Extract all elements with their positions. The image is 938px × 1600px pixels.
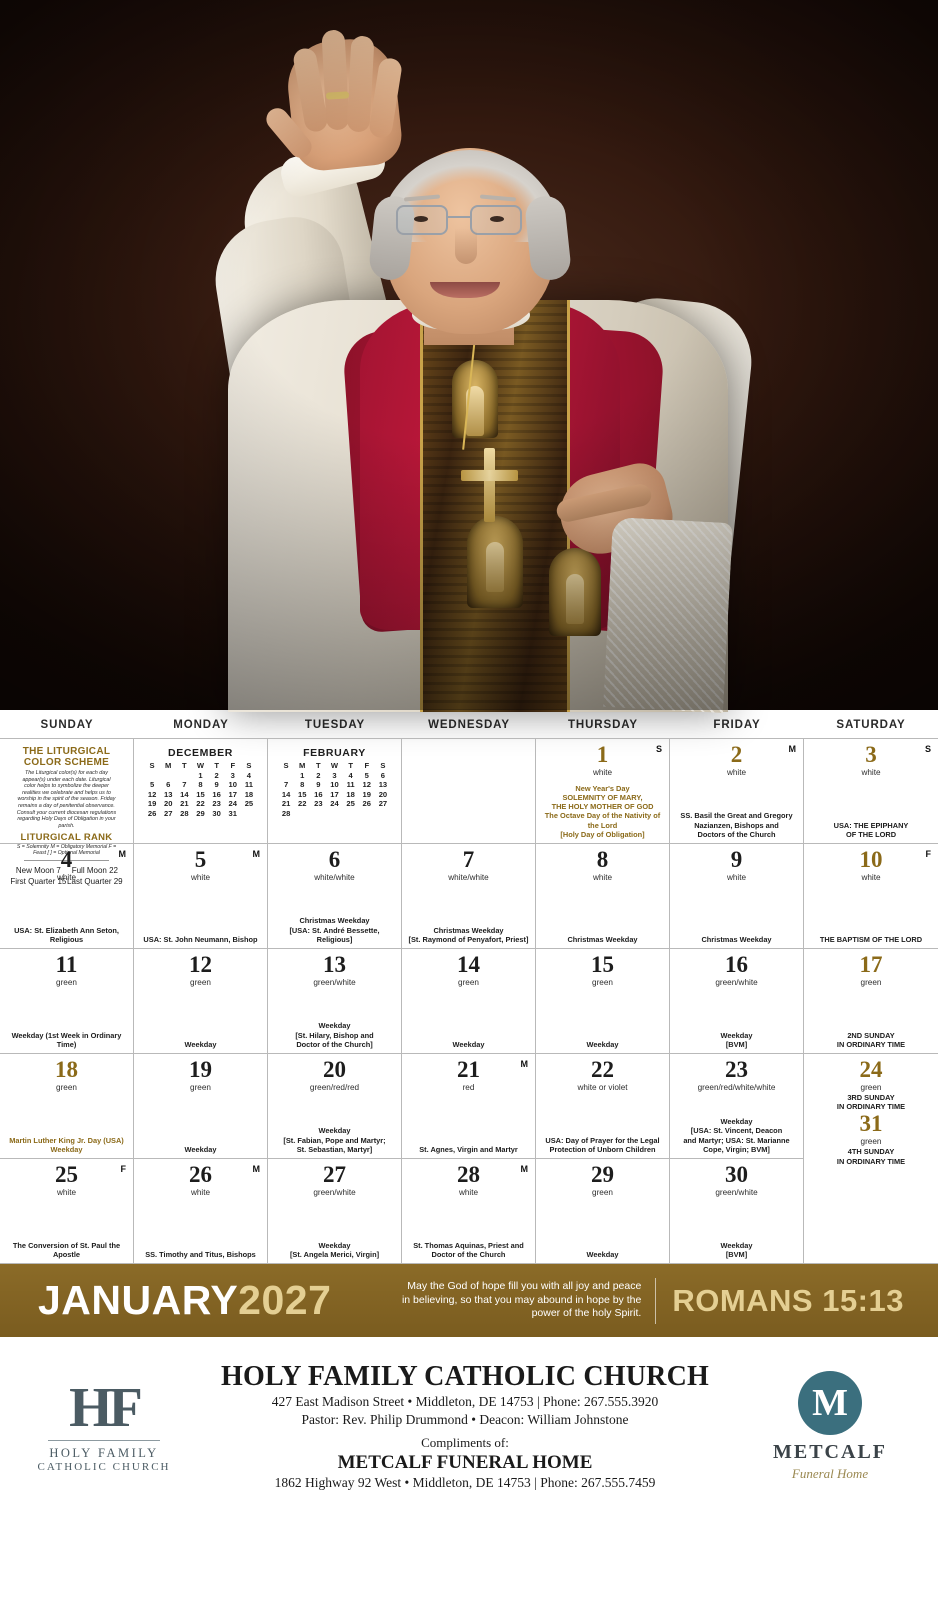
calendar-day-cell[interactable] bbox=[670, 1053, 804, 1158]
day-number: 2 bbox=[730, 742, 743, 767]
calendar-day-cell[interactable] bbox=[0, 948, 134, 1053]
mini-day: 23 bbox=[314, 799, 323, 809]
mini-dow: S bbox=[246, 761, 252, 770]
header-photo bbox=[0, 0, 938, 710]
liturgical-color: green/red/white/white bbox=[697, 1083, 776, 1092]
liturgical-color: white/white bbox=[448, 873, 489, 882]
mini-day: 27 bbox=[378, 799, 388, 809]
liturgical-rank: S bbox=[924, 744, 931, 754]
liturgical-color: white bbox=[592, 768, 613, 777]
mini-dow: F bbox=[230, 761, 236, 770]
mini-day: 20 bbox=[378, 789, 388, 799]
mini-day: 17 bbox=[228, 789, 237, 799]
mini-day: 18 bbox=[346, 789, 355, 799]
compliments-label: Compliments of: bbox=[421, 1434, 509, 1450]
liturgical-color: white bbox=[726, 768, 747, 777]
calendar-day-cell[interactable] bbox=[670, 738, 804, 843]
liturgical-color: red bbox=[462, 1083, 475, 1092]
day-of-week-monday: MONDAY bbox=[173, 719, 229, 731]
day-event: Christmas Weekday [USA: St. André Bessette, Religious] bbox=[289, 916, 380, 944]
mini-month-title: DECEMBER bbox=[168, 747, 233, 759]
church-logo-name-line1: HOLY FAMILY bbox=[49, 1445, 159, 1460]
mini-month-december bbox=[138, 742, 263, 819]
day-event: Weekday [USA: St. Vincent, Deacon and Martyr; USA: St. Marianne Cope, Virgin; BVM] bbox=[683, 1117, 790, 1154]
day-event: Weekday [St. Angela Merici, Virgin] bbox=[289, 1240, 380, 1259]
day-number: 18 bbox=[55, 1057, 78, 1082]
day-number: 21 bbox=[457, 1057, 480, 1082]
mini-day: 6 bbox=[380, 770, 386, 780]
liturgical-color: white bbox=[190, 873, 211, 882]
liturgical-color: green bbox=[592, 1188, 613, 1197]
mini-month-cell bbox=[268, 738, 402, 843]
mini-dow: T bbox=[348, 761, 353, 770]
day-event: Weekday bbox=[586, 1249, 619, 1259]
mini-day: 30 bbox=[212, 808, 221, 818]
scripture-verse: May the God of hope fill you with all joy and peace in believing, so that you may abound in hope by the power of the holy Spirit. bbox=[401, 1280, 642, 1320]
mini-day: 5 bbox=[364, 770, 369, 780]
moon-phase: New Moon 7 bbox=[15, 866, 61, 876]
mini-dow: S bbox=[283, 761, 289, 770]
mini-day: 5 bbox=[149, 780, 155, 790]
mini-dow: W bbox=[330, 761, 339, 770]
mini-day: 3 bbox=[230, 770, 235, 780]
liturgical-rank: F bbox=[925, 849, 931, 859]
liturgical-color: green bbox=[860, 978, 882, 987]
mini-day: 6 bbox=[166, 780, 171, 790]
day-number: 9 bbox=[730, 847, 743, 872]
church-logo-name-line2: CATHOLIC CHURCH bbox=[37, 1460, 171, 1473]
day-of-week-saturday: SATURDAY bbox=[836, 719, 906, 731]
sponsor-logo-name: METCALF bbox=[773, 1440, 887, 1463]
calendar-day-cell[interactable] bbox=[134, 843, 268, 948]
legend-paragraph: The Liturgical color(s) for each day appear(s) under each date. Liturgical color helps to symbolize the deeper realities we celebrate and helps us to worship in the spirit of the season. Friday remains a day of penitential observance. Consult your current diocesan regulations regarding Holy Days of Obligation in your parish. bbox=[16, 770, 117, 829]
photo-vignette bbox=[0, 0, 938, 710]
liturgical-rank: M bbox=[788, 744, 796, 754]
liturgical-color: white bbox=[861, 873, 881, 882]
mini-day: 18 bbox=[244, 789, 254, 799]
legend-rank-key: S = Solemnity M = Obligatory Memorial F = Feast [ ] = Optional Memorial bbox=[16, 844, 117, 857]
year-label: 2027 bbox=[238, 1277, 332, 1323]
liturgical-color: white bbox=[726, 873, 747, 882]
liturgical-color: white bbox=[56, 873, 77, 882]
mini-day: 4 bbox=[348, 770, 353, 780]
day-of-week-header bbox=[0, 710, 938, 738]
mini-dow: F bbox=[364, 761, 370, 770]
calendar-day-cell[interactable] bbox=[536, 738, 670, 843]
mini-day: 14 bbox=[180, 789, 189, 799]
day-event: SS. Basil the Great and Gregory Nazianzen, Bishops and Doctors of the Church bbox=[680, 811, 793, 839]
mini-day bbox=[375, 809, 391, 819]
day-of-week-tuesday: TUESDAY bbox=[304, 719, 366, 731]
calendar-day-cell[interactable] bbox=[402, 1158, 536, 1263]
mini-day: 8 bbox=[198, 780, 203, 790]
mini-day: 14 bbox=[281, 789, 291, 799]
liturgical-rank: M bbox=[520, 1059, 528, 1069]
calendar-day-cell[interactable] bbox=[670, 843, 804, 948]
day-number: 1 bbox=[596, 742, 609, 767]
calendar-day-cell[interactable] bbox=[670, 948, 804, 1053]
mini-day: 27 bbox=[163, 808, 173, 818]
day-event: Christmas Weekday bbox=[701, 934, 772, 944]
calendar-day-cell[interactable] bbox=[402, 1053, 536, 1158]
liturgical-rank: M bbox=[252, 849, 260, 859]
empty-cell bbox=[402, 738, 536, 843]
day-event: The Conversion of St. Paul the Apostle bbox=[12, 1240, 121, 1259]
calendar-day-cell[interactable] bbox=[0, 1158, 134, 1263]
mini-dow: M bbox=[165, 761, 172, 770]
day-event: 3RD SUNDAY IN ORDINARY TIME bbox=[836, 1093, 906, 1112]
day-event: USA: St. Elizabeth Ann Seton, Religious bbox=[14, 925, 119, 944]
calendar-day-cell[interactable] bbox=[268, 1053, 402, 1158]
day-number: 4 bbox=[60, 847, 73, 872]
mini-day: 28 bbox=[180, 808, 189, 818]
day-of-week-thursday: THURSDAY bbox=[567, 719, 639, 731]
mini-day: 13 bbox=[163, 789, 173, 799]
liturgical-color: green/red/red bbox=[309, 1083, 360, 1092]
day-number: 19 bbox=[189, 1057, 212, 1082]
day-event: Weekday [BVM] bbox=[720, 1030, 753, 1049]
liturgical-rank: F bbox=[120, 1164, 126, 1174]
day-number: 20 bbox=[323, 1057, 346, 1082]
liturgical-color: green bbox=[860, 1137, 882, 1147]
church-logo-mark: HF bbox=[69, 1376, 139, 1439]
moon-phase: Full Moon 22 bbox=[71, 866, 118, 876]
day-number: 11 bbox=[55, 952, 78, 977]
mini-day bbox=[144, 771, 160, 781]
sponsor-name: METCALF FUNERAL HOME bbox=[337, 1451, 593, 1473]
mini-day: 19 bbox=[147, 799, 157, 809]
liturgical-rank: S bbox=[655, 744, 662, 754]
calendar-day-cell[interactable] bbox=[268, 843, 402, 948]
liturgical-color: green bbox=[190, 978, 211, 987]
liturgical-color: green bbox=[860, 1083, 882, 1092]
moon-phase: Last Quarter 29 bbox=[67, 877, 123, 887]
mini-day: 28 bbox=[281, 808, 291, 818]
mini-day bbox=[241, 809, 257, 819]
day-number: 7 bbox=[462, 847, 475, 872]
church-staff: Pastor: Rev. Philip Drummond • Deacon: William Johnstone bbox=[301, 1411, 629, 1427]
sponsor-address: 1862 Highway 92 West • Middleton, DE 14753 | Phone: 267.555.7459 bbox=[274, 1474, 656, 1490]
mini-day: 26 bbox=[147, 808, 157, 818]
mini-day: 17 bbox=[330, 789, 339, 799]
calendar-day-cell[interactable] bbox=[804, 738, 938, 843]
church-address: 427 East Madison Street • Middleton, DE 14753 | Phone: 267.555.3920 bbox=[271, 1393, 659, 1409]
day-event: Weekday bbox=[184, 1039, 217, 1049]
day-event: Weekday [St. Hilary, Bishop and Doctor of the Church] bbox=[295, 1021, 374, 1049]
mini-day: 19 bbox=[362, 789, 371, 799]
day-event: St. Thomas Aquinas, Priest and Doctor of the Church bbox=[413, 1240, 524, 1259]
mini-dow: M bbox=[299, 761, 306, 770]
mini-day bbox=[176, 771, 192, 781]
calendar-day-cell[interactable] bbox=[268, 1158, 402, 1263]
liturgical-color: green bbox=[190, 1083, 211, 1092]
liturgical-color: green/white bbox=[715, 1188, 758, 1197]
day-event: Weekday bbox=[452, 1039, 485, 1049]
scripture-citation: ROMANS 15:13 bbox=[672, 1282, 904, 1318]
mini-day: 25 bbox=[244, 799, 254, 809]
church-name: HOLY FAMILY CATHOLIC CHURCH bbox=[221, 1360, 709, 1392]
mini-day: 1 bbox=[198, 770, 203, 780]
liturgical-color: green/white bbox=[715, 978, 758, 987]
day-event: Weekday [BVM] bbox=[720, 1240, 753, 1259]
calendar-day-cell[interactable] bbox=[268, 948, 402, 1053]
calendar-day-cell[interactable] bbox=[134, 1053, 268, 1158]
mini-day bbox=[160, 771, 176, 781]
day-of-week-wednesday: WEDNESDAY bbox=[428, 719, 510, 731]
mini-month-cell bbox=[134, 738, 268, 843]
day-event: St. Agnes, Virgin and Martyr bbox=[419, 1144, 518, 1154]
mini-dow: T bbox=[316, 761, 321, 770]
day-number: 28 bbox=[457, 1162, 480, 1187]
mini-day: 8 bbox=[300, 780, 305, 790]
mini-day: 16 bbox=[314, 789, 323, 799]
month-name: JANUARY bbox=[38, 1277, 239, 1323]
day-event: SS. Timothy and Titus, Bishops bbox=[145, 1249, 256, 1259]
mini-day: 9 bbox=[316, 780, 321, 790]
liturgical-rank: M bbox=[252, 1164, 260, 1174]
day-event: THE BAPTISM OF THE LORD bbox=[819, 934, 923, 944]
mini-day: 12 bbox=[362, 780, 371, 790]
day-event: Weekday bbox=[184, 1144, 217, 1154]
day-event: USA: THE EPIPHANY OF THE LORD bbox=[833, 820, 909, 839]
mini-day: 2 bbox=[316, 770, 321, 780]
day-number: 14 bbox=[457, 952, 480, 977]
mini-day: 2 bbox=[214, 770, 219, 780]
mini-day bbox=[343, 809, 359, 819]
mini-day: 21 bbox=[281, 799, 291, 809]
mini-day: 13 bbox=[378, 780, 388, 790]
legend-title-color-scheme: THE LITURGICAL COLOR SCHEME bbox=[22, 746, 111, 768]
day-number: 10 bbox=[859, 847, 883, 872]
mini-month-february bbox=[272, 742, 397, 819]
mini-dow: S bbox=[380, 761, 386, 770]
day-number: 8 bbox=[596, 847, 609, 872]
mini-day: 11 bbox=[244, 780, 253, 790]
day-number: 25 bbox=[55, 1162, 78, 1187]
day-number: 31 bbox=[859, 1111, 883, 1137]
day-number: 3 bbox=[865, 742, 877, 767]
mini-day bbox=[310, 809, 326, 819]
moon-phase: First Quarter 15 bbox=[10, 877, 67, 887]
mini-day: 29 bbox=[196, 808, 205, 818]
calendar-weeks bbox=[0, 738, 938, 1263]
calendar-day-cell[interactable] bbox=[134, 1158, 268, 1263]
legend-title-rank: LITURGICAL RANK bbox=[20, 832, 113, 844]
mini-day: 24 bbox=[228, 799, 237, 809]
day-number: 5 bbox=[194, 847, 207, 872]
mini-dow: T bbox=[214, 761, 219, 770]
logo-divider bbox=[48, 1440, 160, 1441]
calendar-day-cell[interactable] bbox=[536, 843, 670, 948]
liturgical-rank: M bbox=[118, 849, 126, 859]
calendar-day-cell[interactable] bbox=[402, 843, 536, 948]
day-number: 15 bbox=[591, 952, 614, 977]
calendar-day-cell[interactable] bbox=[0, 1053, 134, 1158]
liturgical-color: green/white bbox=[313, 978, 356, 987]
month-banner bbox=[0, 1263, 938, 1337]
day-number: 6 bbox=[328, 847, 341, 872]
sponsor-logo-mark: M bbox=[798, 1371, 862, 1435]
day-number: 16 bbox=[725, 952, 748, 977]
day-number: 17 bbox=[859, 952, 883, 977]
liturgical-color: white bbox=[861, 768, 881, 777]
month-title bbox=[38, 1277, 331, 1324]
mini-day: 7 bbox=[182, 780, 187, 790]
day-of-week-friday: FRIDAY bbox=[713, 719, 761, 731]
calendar-day-cell[interactable] bbox=[804, 1053, 938, 1166]
mini-day: 21 bbox=[180, 799, 189, 809]
mini-day: 7 bbox=[283, 780, 289, 790]
mini-day: 10 bbox=[330, 780, 339, 790]
day-event: New Year's Day SOLEMNITY OF MARY, THE HOLY MOTHER OF GOD The Octave Day of the Nativity of the Lord [Holy Day of Obligation] bbox=[544, 783, 661, 839]
sponsor-logo bbox=[746, 1371, 914, 1482]
calendar-day-cell[interactable] bbox=[804, 843, 938, 948]
mini-dow: W bbox=[196, 761, 205, 770]
mini-month-title: FEBRUARY bbox=[303, 747, 366, 759]
day-number: 13 bbox=[323, 952, 346, 977]
liturgical-color: green bbox=[56, 978, 77, 987]
liturgical-color: green bbox=[458, 978, 479, 987]
liturgical-color: green bbox=[56, 1083, 77, 1092]
mini-day: 11 bbox=[346, 780, 355, 790]
day-number: 30 bbox=[725, 1162, 748, 1187]
calendar-day-cell[interactable] bbox=[536, 1053, 670, 1158]
mini-day: 15 bbox=[196, 789, 205, 799]
mini-day bbox=[326, 809, 342, 819]
day-of-week-sunday: SUNDAY bbox=[40, 719, 94, 731]
footer-details bbox=[184, 1361, 746, 1492]
day-number: 27 bbox=[323, 1162, 346, 1187]
day-event: Christmas Weekday [St. Raymond of Penyafort, Priest] bbox=[408, 925, 529, 944]
day-number: 12 bbox=[189, 952, 212, 977]
day-number: 26 bbox=[189, 1162, 212, 1187]
mini-day: 25 bbox=[346, 799, 355, 809]
liturgical-color: green bbox=[592, 978, 613, 987]
liturgical-color: green/white bbox=[313, 1188, 356, 1197]
divider bbox=[655, 1278, 656, 1324]
calendar-day-cell[interactable] bbox=[670, 1158, 804, 1263]
mini-day bbox=[359, 809, 375, 819]
day-event: 4TH SUNDAY IN ORDINARY TIME bbox=[836, 1147, 906, 1166]
mini-day bbox=[294, 809, 310, 819]
calendar-day-cell[interactable] bbox=[536, 948, 670, 1053]
mini-day: 1 bbox=[300, 770, 305, 780]
mini-dow: T bbox=[182, 761, 187, 770]
mini-day bbox=[278, 771, 294, 781]
day-event: Martin Luther King Jr. Day (USA) Weekday bbox=[9, 1135, 124, 1154]
mini-day: 15 bbox=[297, 789, 307, 799]
mini-day: 16 bbox=[212, 789, 221, 799]
mini-day: 4 bbox=[246, 770, 252, 780]
liturgical-color: white bbox=[56, 1188, 77, 1197]
mini-day: 24 bbox=[330, 799, 339, 809]
day-event: 2ND SUNDAY IN ORDINARY TIME bbox=[836, 1030, 906, 1049]
mini-day: 22 bbox=[297, 799, 307, 809]
mini-day: 22 bbox=[196, 799, 205, 809]
liturgical-color: white or violet bbox=[577, 1083, 628, 1092]
day-event: Christmas Weekday bbox=[567, 934, 638, 944]
calendar-grid bbox=[0, 710, 938, 1263]
mini-day: 20 bbox=[163, 799, 173, 809]
day-number: 22 bbox=[591, 1057, 614, 1082]
church-logo bbox=[24, 1376, 184, 1473]
calendar-day-cell[interactable] bbox=[0, 843, 134, 948]
mini-day: 9 bbox=[214, 780, 219, 790]
day-event: Weekday [St. Fabian, Pope and Martyr; St. Sebastian, Martyr] bbox=[283, 1126, 386, 1154]
day-number: 29 bbox=[591, 1162, 614, 1187]
calendar-day-cell[interactable] bbox=[804, 948, 938, 1053]
day-number: 24 bbox=[859, 1057, 883, 1082]
liturgical-color: white bbox=[190, 1188, 211, 1197]
day-event: USA: Day of Prayer for the Legal Protection of Unborn Children bbox=[545, 1135, 660, 1154]
mini-day: 10 bbox=[228, 780, 237, 790]
calendar-day-cell[interactable] bbox=[134, 948, 268, 1053]
mini-dow: S bbox=[149, 761, 155, 770]
footer bbox=[0, 1337, 938, 1515]
day-event: Weekday (1st Week in Ordinary Time) bbox=[11, 1030, 122, 1049]
day-number: 23 bbox=[725, 1057, 748, 1082]
calendar-day-cell[interactable] bbox=[402, 948, 536, 1053]
liturgical-rank: M bbox=[520, 1164, 528, 1174]
calendar-day-cell[interactable] bbox=[536, 1158, 670, 1263]
mini-day: 3 bbox=[332, 770, 337, 780]
day-event: USA: St. John Neumann, Bishop bbox=[143, 934, 258, 944]
mini-day: 12 bbox=[147, 789, 157, 799]
day-event: Weekday bbox=[586, 1039, 619, 1049]
mini-day: 23 bbox=[212, 799, 221, 809]
liturgical-color: white/white bbox=[314, 873, 355, 882]
liturgical-color: white bbox=[592, 873, 613, 882]
liturgical-color: white bbox=[458, 1188, 479, 1197]
mini-day: 31 bbox=[228, 808, 237, 818]
sponsor-logo-subtitle: Funeral Home bbox=[791, 1465, 869, 1481]
mini-day: 26 bbox=[362, 799, 371, 809]
